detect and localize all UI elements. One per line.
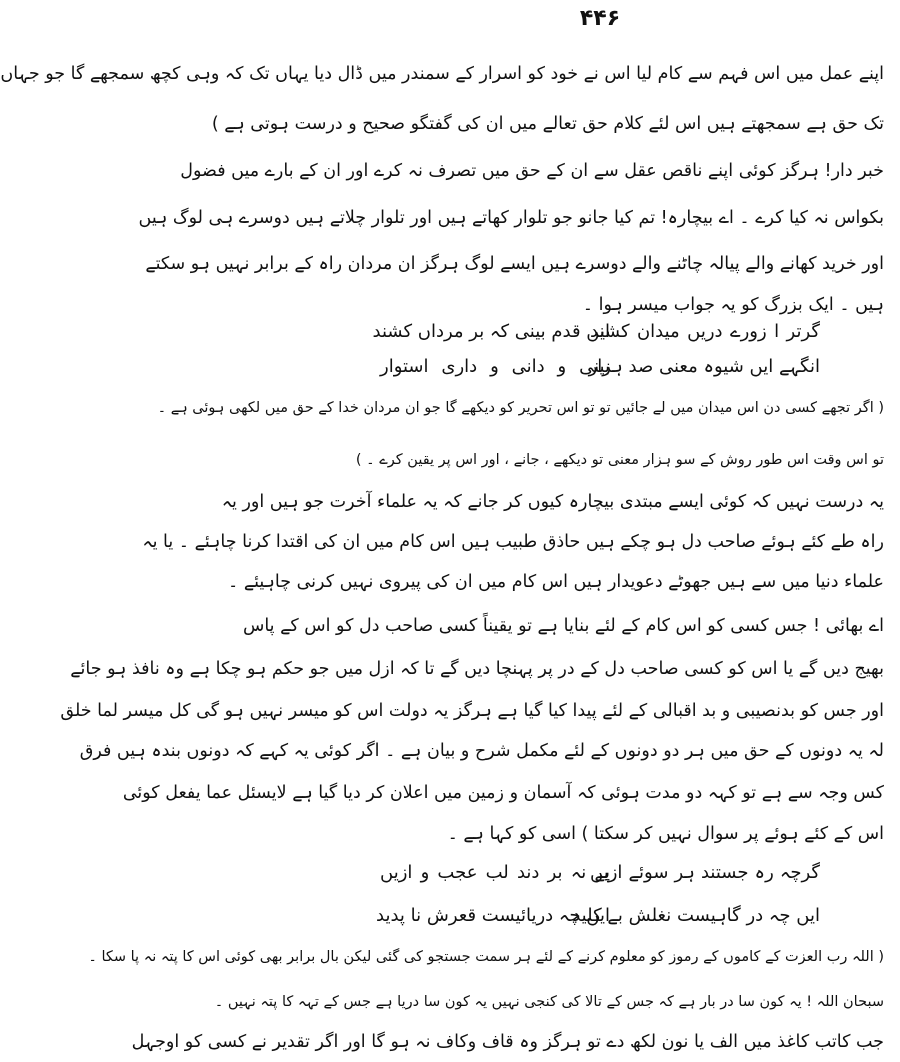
text-line: بکواس نہ کیا کرے ۔ اے بیچارہ! تم کیا جانو جو تلوار کھاتے ہیں اور تلوار چلاتے ہیں دوسرے ہی لوگ ہیں — [138, 208, 884, 228]
text-line: کس وجہ سے ہے تو کہہ دو مدت ہوئی کہ آسمان و زمین میں اعلان کر دیا گیا ہے لایسئل عما یفعل کوئی — [122, 783, 884, 803]
text-line: اور جس کو بدنصیبی و بد اقبالی کے لئے پیدا کیا گیا ہے ہرگز یہ دولت اس کو میسر نہیں ہو گی کل میسر لما خلق — [60, 701, 884, 721]
verse-first-hemistich: ایں چہ در گاہیست نغلش بے کلید — [572, 905, 820, 926]
translation-note: سبحان اللہ ! یہ کون سا در بار ہے کہ جس کے تالا کی کنجی نہیں یہ کون سا دریا ہے جس کے تہہ کا پتہ نہیں ۔ — [214, 994, 884, 1010]
verse-couplet — [340, 860, 860, 886]
translation-note: تو اس وقت اس طور روش کے سو ہزار معنی تو دیکھے ، جانے ، اور اس پر یقین کرے ۔ ) — [355, 452, 884, 468]
text-line: لہ یہ دونوں کے حق میں ہر دو دونوں کے لئے مکمل شرح و بیان ہے ۔ اگر کوئی یہ کہے کہ دونوں بندہ ہیں فرق — [79, 741, 884, 761]
verse-second-hemistich: ایں چہ دریائیست قعرش نا پدید — [376, 905, 610, 926]
verse-couplet — [340, 903, 860, 929]
text-line: اپنے عمل میں اس فہم سے کام لیا اس نے خود کو اسرار کے سمندر میں ڈال دیا یہاں تک کہ وہی کچھ سمجھے گا جو جہاں — [0, 64, 884, 84]
text-line: خبر دار! ہرگز کوئی اپنے ناقص عقل سے ان کے حق میں تصرف نہ کرے اور ان کے بارے میں فضول — [180, 161, 884, 181]
verse-first-hemistich: گرتر ا زورے دریں میدان کشند — [590, 321, 820, 342]
verse-second-hemistich: ایں قدم بینی کہ بر مرداں کشند — [372, 321, 610, 342]
text-line: جب کاتب کاغذ میں الف یا نون لکھ دے تو ہرگز وہ قاف وکاف نہ ہو گا اور اگر تقدیر نے کسی کو اوجہل — [131, 1032, 884, 1052]
translation-note: ( اگر تجھے کسی دن اس میدان میں لے جائیں تو تو اس تحریر کو دیکھے گا جو ان مردان خدا کے حق میں لکھی ہوئی ہے ۔ — [157, 400, 884, 416]
verse-couplet — [340, 319, 860, 345]
text-line: بھیج دیں گے یا اس کو کسی صاحب دل کے در پر پہنچا دیں گے تا کہ ازل میں جو حکم ہو چکا ہے وہ نافذ ہو جائے — [70, 659, 884, 679]
text-line: راہ طے کئے ہوئے صاحب دل ہو چکے ہیں حاذق طبیب ہیں اس کام میں ان کی اقتدا کرنا چاہئے ۔ یا یہ — [142, 532, 884, 552]
text-line: تک حق ہے سمجھتے ہیں اس لئے کلام حق تعالے میں ان کی گفتگو صحیح و درست ہوتی ہے ) — [211, 114, 884, 134]
page-number: ۴۴۶ — [579, 6, 621, 31]
translation-note: ( اللہ رب العزت کے کاموں کے رموز کو معلوم کرنے کے لئے ہر سمت جستجو کی گئی لیکن بال برابر بھی کوئی اس کا پتہ نہ پا سکا ۔ — [88, 949, 884, 965]
text-line: اے بھائی ! جس کسی کو اس کام کے لئے بنایا ہے تو یقیناً کسی صاحب دل کو اس کے پاس — [242, 616, 884, 636]
verse-second-hemistich: پے نہ بر دند لب عجب و ازیں — [380, 862, 610, 883]
text-line: علماء دنیا میں سے ہیں جھوٹے دعویدار ہیں اس کام میں ان کی پیروی نہیں کرنی چاہیئے ۔ — [228, 572, 884, 592]
text-line: اس کے کئے ہوئے پر سوال نہیں کر سکتا ) اسی کو کہا ہے ۔ — [447, 824, 884, 844]
text-line: یہ درست نہیں کہ کوئی ایسے مبتدی بیچارہ کیوں کر جانے کہ یہ علماء آخرت جو ہیں اور یہ — [221, 492, 884, 512]
verse-couplet — [340, 354, 860, 380]
verse-first-hemistich: گرچہ رہ جستند ہر سوئے ازیں — [590, 862, 820, 883]
text-line: اور خرید کھانے والے پیالہ چاٹنے والے دوسرے ہیں ایسے لوگ ہرگز ان مردان راہ کے برابر نہیں ہو سکتے — [145, 254, 884, 274]
verse-second-hemistich: بینی و دانی و داری استوار — [380, 356, 610, 377]
text-line: ہیں ۔ ایک بزرگ کو یہ جواب میسر ہوا ۔ — [582, 295, 884, 315]
verse-first-hemistich: انگہے ایں شیوہ معنی صد ہزار — [588, 356, 820, 377]
